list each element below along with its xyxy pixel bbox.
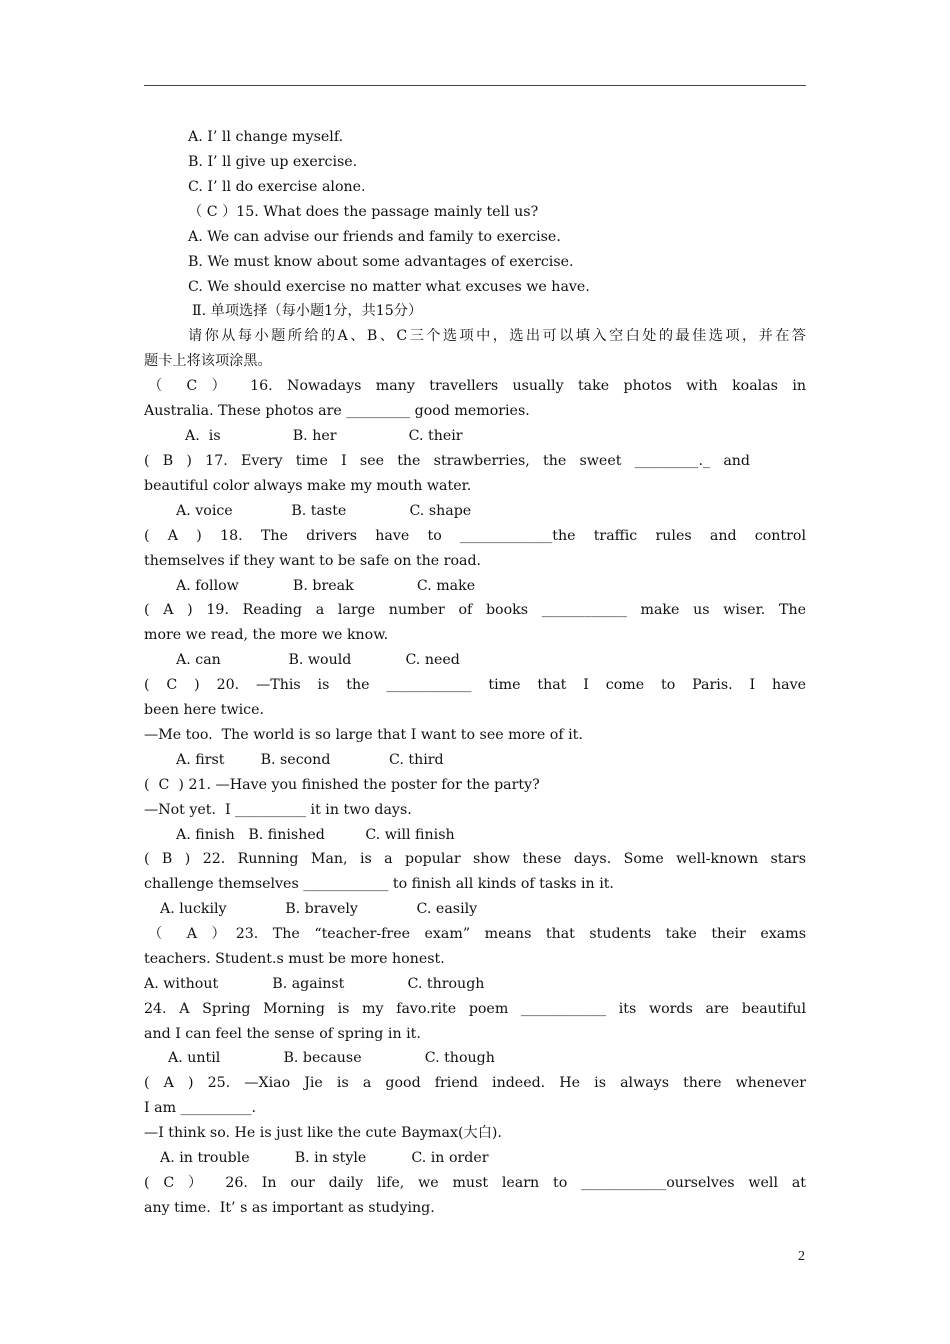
question-18: ( A ) 18. The drivers have to _____________the traffic rules and control bbox=[144, 528, 806, 544]
question-20-reply: —Me too. The world is so large that I want to see more of it. bbox=[144, 727, 583, 743]
option-14b: B. I’ ll give up exercise. bbox=[188, 154, 358, 170]
question-19-cont: more we read, the more we know. bbox=[144, 627, 389, 643]
options-18: A. follow B. break C. make bbox=[176, 578, 476, 594]
question-25-reply: —I think so. He is just like the cute Baymax(大白). bbox=[144, 1125, 502, 1141]
question-26: ( C ） 26. In our daily life, we must learn to ____________ourselves well at bbox=[144, 1175, 806, 1191]
option-15b: B. We must know about some advantages of exercise. bbox=[188, 254, 574, 270]
question-21-reply: —Not yet. I __________ it in two days. bbox=[144, 802, 412, 818]
question-15: （ C ）15. What does the passage mainly tell us? bbox=[188, 204, 539, 220]
question-24-cont: and I can feel the sense of spring in it. bbox=[144, 1026, 421, 1042]
question-20: ( C ) 20. —This is the ____________ time that I come to Paris. I have bbox=[144, 677, 806, 693]
question-17-cont: beautiful color always make my mouth water. bbox=[144, 478, 472, 494]
options-24: A. until B. because C. though bbox=[168, 1050, 495, 1066]
section-heading: Ⅱ. 单项选择（每小题1分，共15分） bbox=[192, 303, 423, 319]
question-21: ( C ) 21. —Have you finished the poster for the party? bbox=[144, 777, 540, 793]
question-22: ( B ) 22. Running Man, is a popular show these days. Some well-known stars bbox=[144, 851, 806, 867]
option-14a: A. I’ ll change myself. bbox=[188, 129, 344, 145]
question-17: ( B ) 17. Every time I see the strawberries, the sweet _________._ and bbox=[144, 453, 750, 469]
question-24: 24. A Spring Morning is my favo.rite poem ____________ its words are beautiful bbox=[144, 1001, 806, 1017]
question-22-cont: challenge themselves ____________ to finish all kinds of tasks in it. bbox=[144, 876, 614, 892]
question-23: （ A ）23. The “teacher-free exam” means that students take their exams bbox=[148, 926, 806, 942]
options-19: A. can B. would C. need bbox=[176, 652, 460, 668]
question-18-cont: themselves if they want to be safe on the road. bbox=[144, 553, 482, 569]
question-16-cont: Australia. These photos are _________ good memories. bbox=[144, 403, 530, 419]
option-15c: C. We should exercise no matter what excuses we have. bbox=[188, 279, 590, 295]
question-25: ( A ) 25. —Xiao Jie is a good friend indeed. He is always there whenever bbox=[144, 1075, 806, 1091]
options-22: A. luckily B. bravely C. easily bbox=[160, 901, 478, 917]
question-16: （ C ） 16. Nowadays many travellers usually take photos with koalas in bbox=[148, 378, 806, 394]
question-20-cont: been here twice. bbox=[144, 702, 264, 718]
question-25-cont: I am __________. bbox=[144, 1100, 256, 1116]
options-25: A. in trouble B. in style C. in order bbox=[160, 1150, 489, 1166]
options-20: A. first B. second C. third bbox=[176, 752, 444, 768]
section-instructions: 请你从每小题所给的A、B、C三个选项中，选出可以填入空白处的最佳选项，并在答 bbox=[188, 328, 806, 344]
options-23: A. without B. against C. through bbox=[144, 976, 485, 992]
page-number: 2 bbox=[798, 1249, 805, 1264]
options-21: A. finish B. finished C. will finish bbox=[176, 827, 455, 843]
question-19: ( A ) 19. Reading a large number of books ____________ make us wiser. The bbox=[144, 602, 806, 618]
question-26-cont: any time. It’ s as important as studying. bbox=[144, 1200, 435, 1216]
option-14c: C. I’ ll do exercise alone. bbox=[188, 179, 366, 195]
section-instructions-cont: 题卡上将该项涂黑。 bbox=[144, 353, 272, 369]
question-23-cont: teachers. Student.s must be more honest. bbox=[144, 951, 445, 967]
option-15a: A. We can advise our friends and family to exercise. bbox=[188, 229, 561, 245]
options-16: A. is B. her C. their bbox=[185, 428, 463, 444]
options-17: A. voice B. taste C. shape bbox=[176, 503, 472, 519]
header-rule bbox=[144, 85, 806, 86]
